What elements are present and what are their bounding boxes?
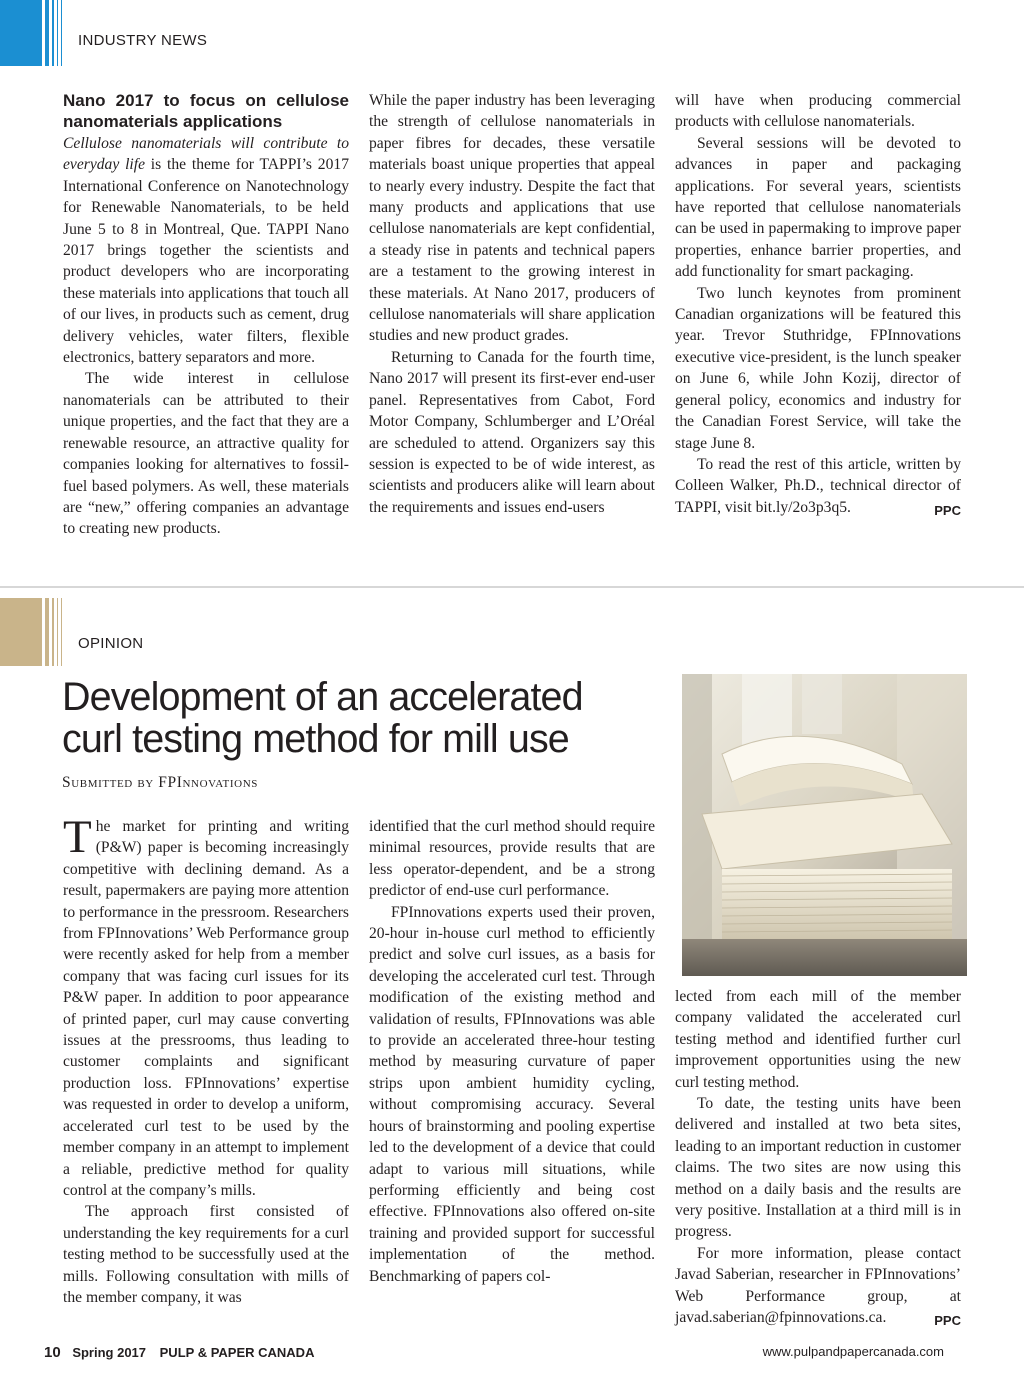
paper-stack-photo	[682, 674, 967, 976]
issue-date: Spring 2017	[72, 1345, 147, 1360]
news-column-1	[63, 90, 349, 540]
section-label-industry-news: INDUSTRY NEWS	[78, 32, 208, 49]
paper-stack-illustration	[682, 674, 967, 976]
news-paragraph: Cellulose nanomaterials will contribute to everyday life is the theme for TAPPI’s 2017 International Conference on Nanotechnology for Renewable Nanomaterials, to be held June 5 to 8 in Montreal, Que. TAPPI Nano 2017 brings together the scientists and product developers who are incorporating these materials into applications that touch all of our lives, in products such as cement, drug delivery vehicles, water filters, flexible electronics, battery separators and more.	[63, 135, 349, 367]
article-paragraph: lected from each mill of the member company validated the accelerated curl testing method and identified further curl improvement opportunities using the new curl testing method.	[675, 988, 961, 1091]
section-divider	[0, 586, 1024, 588]
opinion-column-1	[63, 811, 349, 1308]
news-headline: Nano 2017 to focus on cellulose nanomaterials applications	[63, 91, 349, 131]
industry-news-tab-bar	[0, 0, 66, 66]
article-paragraph: The approach first consisted of understanding the key requirements for a curl testing method to be successfully used at the mills. Following consultation with mills of the member company, it was	[63, 1203, 349, 1306]
opinion-tab-bar	[0, 598, 66, 666]
website-url: www.pulpandpapercanada.com	[762, 1344, 944, 1359]
section-label-opinion: OPINION	[78, 635, 144, 652]
end-mark-ppc: PPC	[934, 1313, 961, 1329]
end-mark-ppc: PPC	[934, 502, 961, 518]
news-paragraph-final: To read the rest of this article, written by Colleen Walker, Ph.D., technical director of TAPPI, visit bit.ly/2o3p3q5. PPC	[675, 454, 961, 518]
news-paragraph: Several sessions will be devoted to advances in paper and packaging applications. For several years, scientists have reported that cellulose nanomaterials can be used in papermaking to improve paper properties, enhance barrier properties, and add functionality for smart packaging.	[675, 134, 961, 281]
news-paragraph: While the paper industry has been leveraging the strength of cellulose nanomaterials in paper fibres for decades, these versatile materials boast unique properties that appeal to nearly every industry. Despite the fact that many products and applications that use cellulose nanomaterials are kept confidential, a steady rise in patents and technical papers are a testament to the growing interest in these materials. At Nano 2017, producers of cellulose nanomaterials will share application studies and new product grades.	[369, 92, 655, 345]
page-number: 10	[44, 1344, 61, 1361]
footer-left	[44, 1344, 314, 1361]
opinion-column-3	[675, 986, 961, 1332]
article-paragraph: FPInnovations experts used their proven, 20-hour in-house curl method to efficiently predict and solve curl issues, as a basis for developing the accelerated curl test. Through modification of the existing method and validation of results, FPInnovations was able to provide an accelerated three-hour testing method by measuring curvature of paper strips upon ambient humidity cycling, without compromising accuracy. Several hours of brainstorming and pooling expertise led to the development of a device that could adapt to various mill situations, while performing efficiently and being cost effective. FPInnovations also offered on-site training and provided support for successful implementation of the method. Benchmarking of papers col-	[369, 903, 655, 1285]
drop-cap: T	[63, 811, 92, 863]
news-column-2	[369, 90, 655, 518]
article-paragraph: The market for printing and writing (P&W) paper is becoming increasingly competitive with declining demand. As a result, papermakers are paying more attention to performance in the pressroom. Researchers from FPInnovations’ Web Performance group were recently asked for help from a member company that was facing curl issues for its P&W paper. In addition to poor appearance of printed paper, curl may cause converting issues at the pressrooms, thus leading to customer complaints and significant production loss. FPInnovations’ expertise was requested in order to develop a uniform, accelerated curl test to be used by the member company in an attempt to implement a reliable, predictive method for quality control at the company’s mills.	[63, 811, 349, 1199]
article-paragraph-final: For more information, please contact Javad Saberian, researcher in FPInnovations’ Web Performance group, at javad.saberian@fpinnovations.ca. PPC	[675, 1243, 961, 1329]
article-paragraph: identified that the curl method should require minimal resources, provide results that are less operator-dependent, and be a strong predictor of end-use curl performance.	[369, 818, 655, 900]
opinion-column-2	[369, 816, 655, 1287]
news-column-3	[675, 90, 961, 521]
news-paragraph: will have when producing commercial products with cellulose nanomaterials.	[675, 92, 961, 131]
article-byline: Submitted by FPInnovations	[62, 774, 258, 791]
article-paragraph: To date, the testing units have been delivered and installed at two beta sites, leading to an important reduction in customer claims. The two sites are now using this method on a daily basis and the results are very positive. Installation at a third mill is in progress.	[675, 1095, 961, 1241]
publication-name: PULP & PAPER CANADA	[159, 1345, 315, 1360]
news-paragraph: The wide interest in cellulose nanomaterials can be attributed to their unique properties, and the fact that they are a renewable resource, an attractive quality for companies looking for alternatives to fossil-fuel based polymers. As well, these materials are “new,” offering companies an advantage to creating new products.	[63, 370, 349, 538]
news-paragraph: Returning to Canada for the fourth time, Nano 2017 will present its first-ever end-user panel. Representatives from Cabot, Ford Motor Company, Schlumberger and L’Oréal are scheduled to attend. Organizers say this session is expected to be of wide interest, as scientists and producers alike will learn about the requirements and issues end-users	[369, 348, 655, 516]
article-title: Development of an accelerated curl testing method for mill use	[62, 675, 583, 761]
news-paragraph: Two lunch keynotes from prominent Canadian organizations will be featured this year. Trevor Stuthridge, FPInnovations executive vice-president, is the lunch speaker on June 6, while John Kozij, director of general policy, economics and industry for the Canadian Forest Service, will take the stage June 8.	[675, 284, 961, 452]
